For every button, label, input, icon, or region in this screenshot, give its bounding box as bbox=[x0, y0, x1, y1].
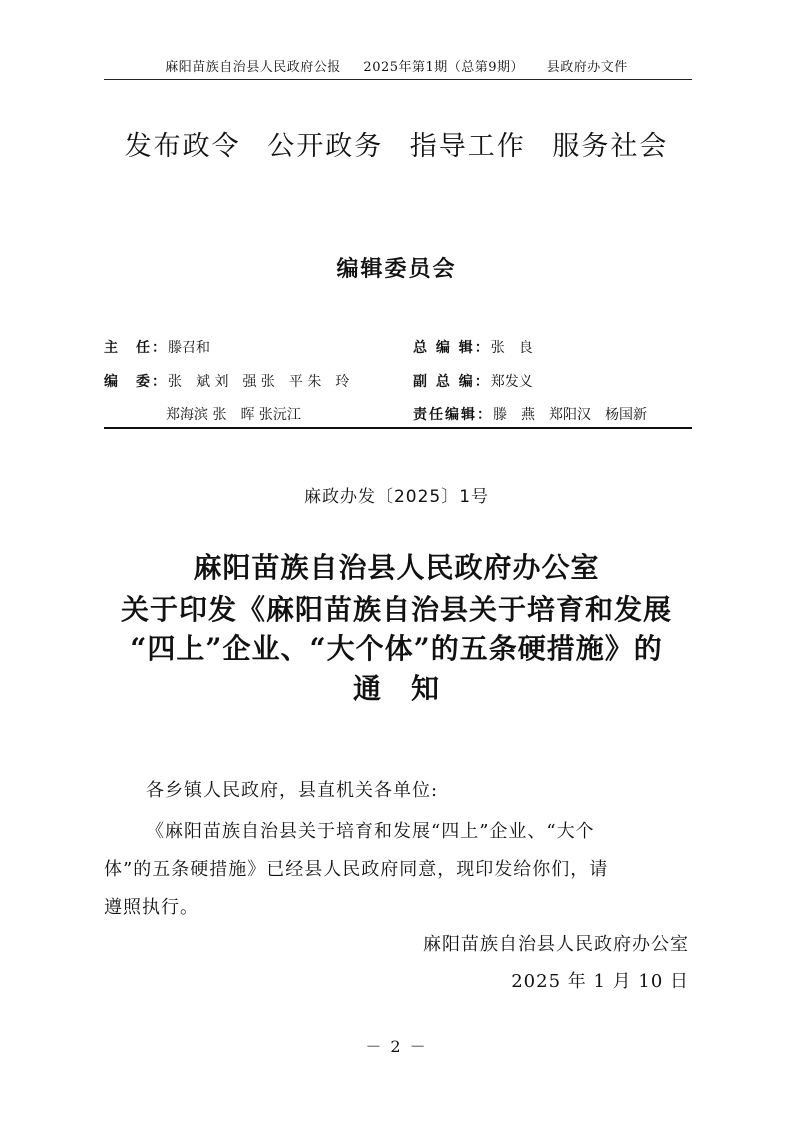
members-row bbox=[104, 371, 349, 391]
salutation: 各乡镇人民政府，县直机关各单位: bbox=[146, 780, 439, 801]
editorial-board-title: 编辑委员会 bbox=[336, 257, 457, 282]
body-paragraph-line: 遵照执行。 bbox=[104, 897, 199, 918]
motto-item: 服务社会 bbox=[552, 131, 669, 162]
motto-item: 发布政令 bbox=[124, 131, 241, 162]
responsible-editors-row bbox=[413, 404, 647, 424]
members-row-continued: 郑海滨 张 晖 张沅江 bbox=[166, 407, 301, 423]
chief-editor-row bbox=[413, 337, 533, 357]
page-number: － 2 － bbox=[365, 1037, 428, 1056]
document-number: 麻政办发〔2025〕1号 bbox=[303, 487, 490, 507]
deputy-editor-name: 郑发义 bbox=[490, 374, 533, 390]
director-row bbox=[104, 337, 210, 357]
members-label: 编 委： bbox=[104, 374, 168, 390]
responsible-editors-label: 责任编辑： bbox=[413, 407, 493, 423]
running-header bbox=[0, 56, 793, 75]
director-name: 滕召和 bbox=[168, 340, 210, 356]
chief-editor-name: 张 良 bbox=[490, 340, 533, 356]
header-rule bbox=[104, 79, 692, 80]
issue-date: 2025 年 1 月 10 日 bbox=[511, 971, 689, 992]
editorial-board-rule bbox=[104, 427, 692, 429]
members-names: 张 斌 刘 强 张 平 朱 玲 bbox=[168, 374, 350, 390]
responsible-editors-names: 滕 燕 郑阳汉 杨国新 bbox=[493, 407, 647, 423]
document-title-line: 关于印发《麻阳苗族自治县关于培育和发展 bbox=[120, 593, 672, 626]
issue-number: 2025年第1期（总第9期） bbox=[363, 60, 525, 75]
body-paragraph-line: 《麻阳苗族自治县关于培育和发展“四上”企业、“大个 bbox=[146, 821, 595, 842]
deputy-editor-label: 副 总 编： bbox=[413, 374, 491, 390]
section-name: 县政府办文件 bbox=[546, 60, 628, 75]
deputy-editor-row bbox=[413, 371, 533, 391]
chief-editor-label: 总 编 辑： bbox=[413, 340, 491, 356]
motto-item: 公开政务 bbox=[267, 131, 384, 162]
document-title-line: “四上”企业、“大个体”的五条硬措施》的 bbox=[130, 632, 663, 665]
motto-item: 指导工作 bbox=[409, 131, 526, 162]
issuer-signature: 麻阳苗族自治县人民政府办公室 bbox=[423, 934, 689, 955]
body-paragraph-line: 体”的五条硬措施》已经县人民政府同意，现印发给你们，请 bbox=[104, 859, 609, 880]
document-title-line: 麻阳苗族自治县人民政府办公室 bbox=[193, 551, 600, 584]
director-label: 主 任： bbox=[104, 340, 168, 356]
motto bbox=[0, 124, 793, 163]
bulletin-name: 麻阳苗族自治县人民政府公报 bbox=[165, 60, 341, 75]
document-title-line: 通 知 bbox=[352, 672, 440, 705]
